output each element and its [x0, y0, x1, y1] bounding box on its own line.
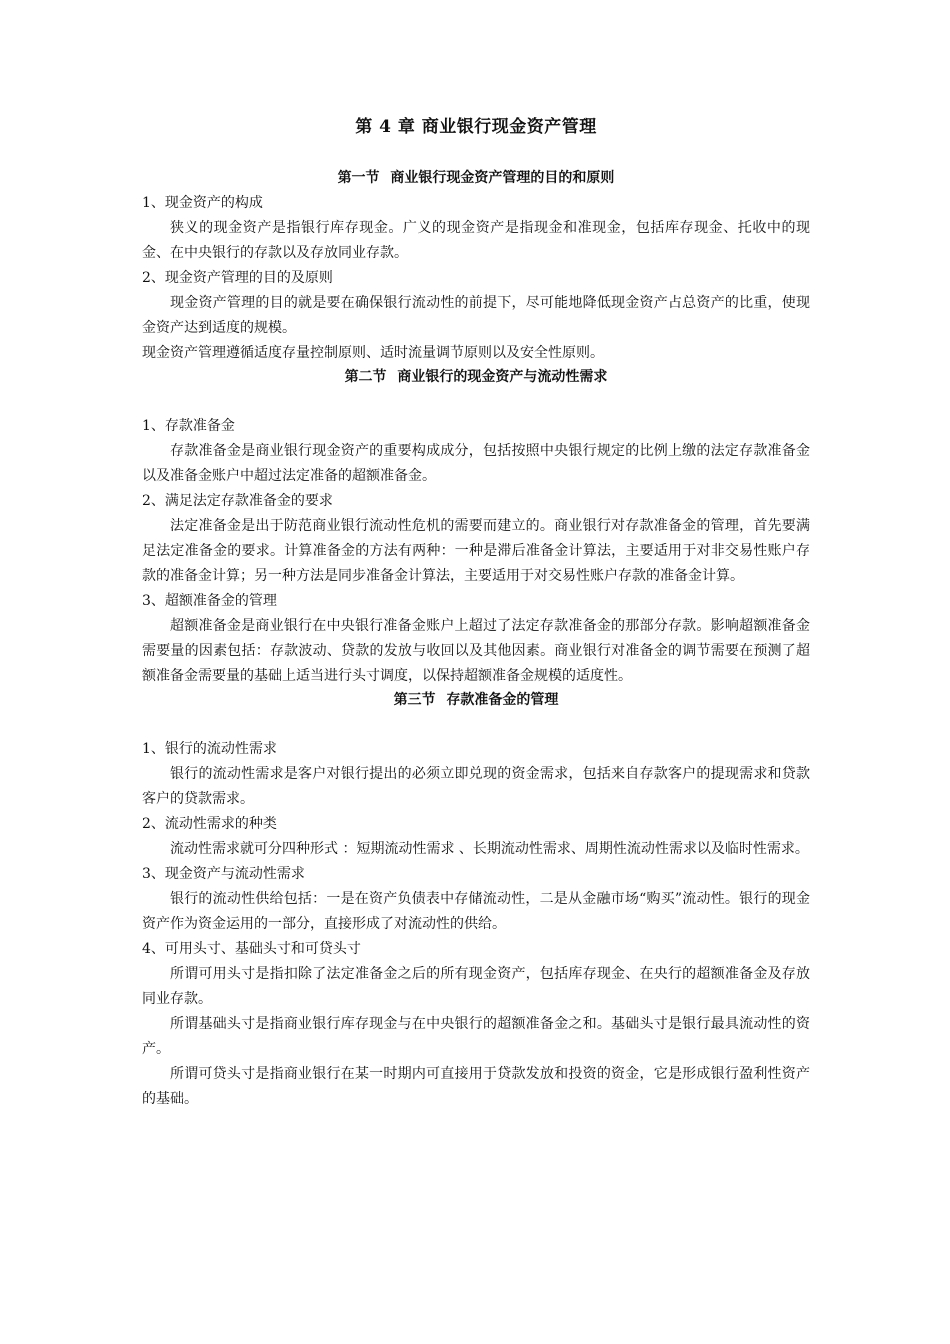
section-3-item-4: 4、可用头寸、基础头寸和可贷头寸	[142, 941, 361, 957]
section-1-item-1: 1、现金资产的构成	[142, 195, 263, 211]
section-2-item-1: 1、存款准备金	[142, 418, 235, 434]
section-1-item-2: 2、现金资产管理的目的及原则	[142, 270, 333, 286]
section-3-paragraph-3: 银行的流动性供给包括：一是在资产负债表中存储流动性，二是从金融市场“购买”流动性。银行的现金资产作为资金运用的一部分，直接形成了对流动性的供给。	[142, 891, 810, 932]
section-1-paragraph-2: 现金资产管理的目的就是要在确保银行流动性的前提下，尽可能地降低现金资产占总资产的比重，使现金资产达到适度的规模。	[142, 295, 810, 336]
section-1-heading: 第一节 商业银行现金资产管理的目的和原则	[337, 170, 615, 186]
section-2-heading: 第二节 商业银行的现金资产与流动性需求	[344, 369, 608, 385]
section-3	[142, 689, 810, 1112]
section-3-item-3: 3、现金资产与流动性需求	[142, 866, 305, 882]
section-2-item-3: 3、超额准备金的管理	[142, 593, 277, 609]
section-2-paragraph-1: 存款准备金是商业银行现金资产的重要构成成分，包括按照中央银行规定的比例上缴的法定存款准备金以及准备金账户中超过法定准备的超额准备金。	[142, 443, 810, 484]
section-2-paragraph-2: 法定准备金是出于防范商业银行流动性危机的需要而建立的。商业银行对存款准备金的管理，首先要满足法定准备金的要求。计算准备金的方法有两种：一种是滞后准备金计算法，主要适用于对非交易性账户存款的准备金计算；另一种方法是同步准备金计算法，主要适用于对交易性账户存款的准备金计算。	[142, 518, 810, 584]
section-3-paragraph-4: 所谓可用头寸是指扣除了法定准备金之后的所有现金资产，包括库存现金、在央行的超额准备金及存放同业存款。	[142, 966, 810, 1007]
section-3-paragraph-5: 所谓基础头寸是指商业银行库存现金与在中央银行的超额准备金之和。基础头寸是银行最具流动性的资产。	[142, 1016, 810, 1057]
chapter-title: 第 4 章 商业银行现金资产管理	[355, 117, 597, 137]
section-3-item-1: 1、银行的流动性需求	[142, 741, 277, 757]
section-2-item-2: 2、满足法定存款准备金的要求	[142, 493, 333, 509]
section-3-heading: 第三节 存款准备金的管理	[393, 692, 559, 708]
section-3-paragraph-2: 流动性需求就可分四种形式 ：短期流动性需求 、长期流动性需求、周期性流动性需求以及临时性需求。	[170, 841, 809, 857]
section-3-item-2: 2、流动性需求的种类	[142, 816, 277, 832]
section-1-paragraph-1: 狭义的现金资产是指银行库存现金。广义的现金资产是指现金和准现金，包括库存现金、托收中的现金、在中央银行的存款以及存放同业存款。	[142, 220, 810, 261]
section-3-paragraph-6: 所谓可贷头寸是指商业银行在某一时期内可直接用于贷款发放和投资的资金，它是形成银行盈利性资产的基础。	[142, 1066, 810, 1107]
section-2-paragraph-3: 超额准备金是商业银行在中央银行准备金账户上超过了法定存款准备金的那部分存款。影响超额准备金需要量的因素包括：存款波动、贷款的发放与收回以及其他因素。商业银行对准备金的调节需要在预测了超额准备金需要量的基础上适当进行头寸调度，以保持超额准备金规模的适度性。	[142, 618, 810, 684]
section-1	[142, 167, 810, 366]
section-2	[142, 366, 810, 689]
section-1-paragraph-3: 现金资产管理遵循适度存量控制原则、适时流量调节原则以及安全性原则。	[142, 345, 604, 361]
section-3-paragraph-1: 银行的流动性需求是客户对银行提出的必须立即兑现的资金需求，包括来自存款客户的提现需求和贷款客户的贷款需求。	[142, 766, 810, 807]
